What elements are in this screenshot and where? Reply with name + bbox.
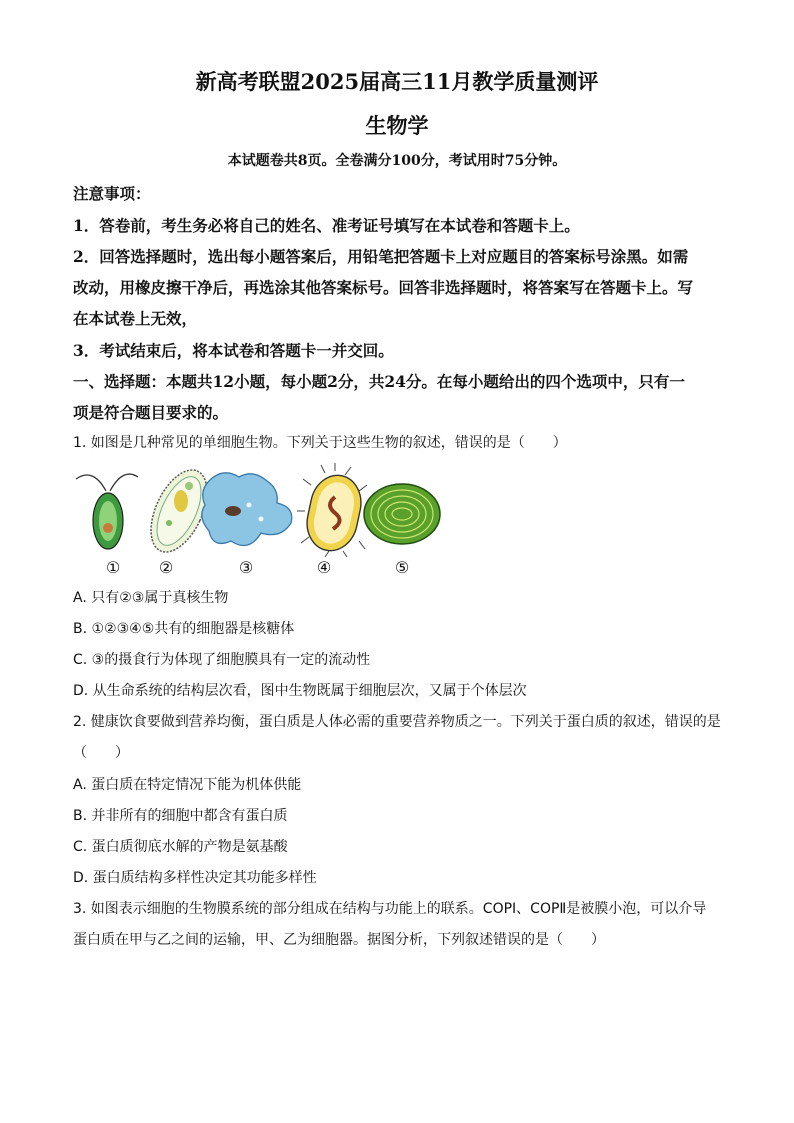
question-1-option-b: B. ①②③④⑤共有的细胞器是核糖体 (73, 621, 295, 637)
note-1: 1．答卷前，考生务必将自己的姓名、准考证号填写在本试卷和答题卡上。 (73, 216, 580, 235)
figure-label-1: ① (105, 558, 121, 577)
chlamydomonas-icon (76, 474, 138, 549)
question-2-option-a: A. 蛋白质在特定情况下能为机体供能 (73, 777, 302, 793)
figure-label-4: ④ (316, 558, 332, 577)
chlorella-icon (364, 484, 440, 544)
note-2-line-3: 在本试卷上无效， (73, 309, 198, 328)
question-2-option-d: D. 蛋白质结构多样性决定其功能多样性 (73, 870, 317, 886)
question-1-option-d: D. 从生命系统的结构层次看，图中生物既属于细胞层次，又属于个体层次 (73, 683, 527, 699)
bacterium-icon (297, 463, 373, 557)
figure-label-5: ⑤ (394, 558, 410, 577)
question-2-stem-line-1: 2. 健康饮食要做到营养均衡，蛋白质是人体必需的重要营养物质之一。下列关于蛋白质的叙述，错误的是 (73, 714, 721, 730)
question-3-stem-line-1: 3. 如图表示细胞的生物膜系统的部分组成在结构与功能上的联系。COPⅠ、COPⅡ是被膜小泡，可以介导 (73, 901, 707, 917)
question-1-stem: 1. 如图是几种常见的单细胞生物。下列关于这些生物的叙述，错误的是（ ） (73, 435, 567, 451)
question-1-option-c: C. ③的摄食行为体现了细胞膜具有一定的流动性 (73, 652, 371, 668)
note-3: 3．考试结束后，将本试卷和答题卡一并交回。 (73, 341, 394, 360)
question-3-stem-line-2: 蛋白质在甲与乙之间的运输，甲、乙为细胞器。据图分析，下列叙述错误的是（ ） (73, 932, 605, 948)
figure-label-2: ② (158, 558, 174, 577)
question-2-option-b: B. 并非所有的细胞中都含有蛋白质 (73, 808, 288, 824)
question-1-figure (73, 461, 453, 581)
amoeba-icon (202, 473, 292, 546)
section-heading-line-2: 项是符合题目要求的。 (73, 403, 229, 422)
note-2-line-1: 2．回答选择题时，选出每小题答案后，用铅笔把答题卡上对应题目的答案标号涂黑。如需 (73, 247, 689, 266)
figure-label-3: ③ (238, 558, 254, 577)
question-1-option-a: A. 只有②③属于真核生物 (73, 590, 229, 606)
notes-heading: 注意事项： (73, 184, 151, 203)
exam-info: 本试题卷共8页。全卷满分100分，考试用时75分钟。 (227, 153, 567, 169)
note-2-line-2: 改动，用橡皮擦干净后，再选涂其他答案标号。回答非选择题时，将答案写在答题卡上。写 (73, 278, 694, 297)
exam-title: 新高考联盟2025届高三11月教学质量测评 (195, 69, 599, 94)
section-heading-line-1: 一、选择题：本题共12小题，每小题2分，共24分。在每小题给出的四个选项中，只有一 (73, 372, 685, 391)
subject-title: 生物学 (365, 113, 429, 138)
question-2-stem-line-2: （ ） (73, 745, 129, 761)
question-2-option-c: C. 蛋白质彻底水解的产物是氨基酸 (73, 839, 288, 855)
